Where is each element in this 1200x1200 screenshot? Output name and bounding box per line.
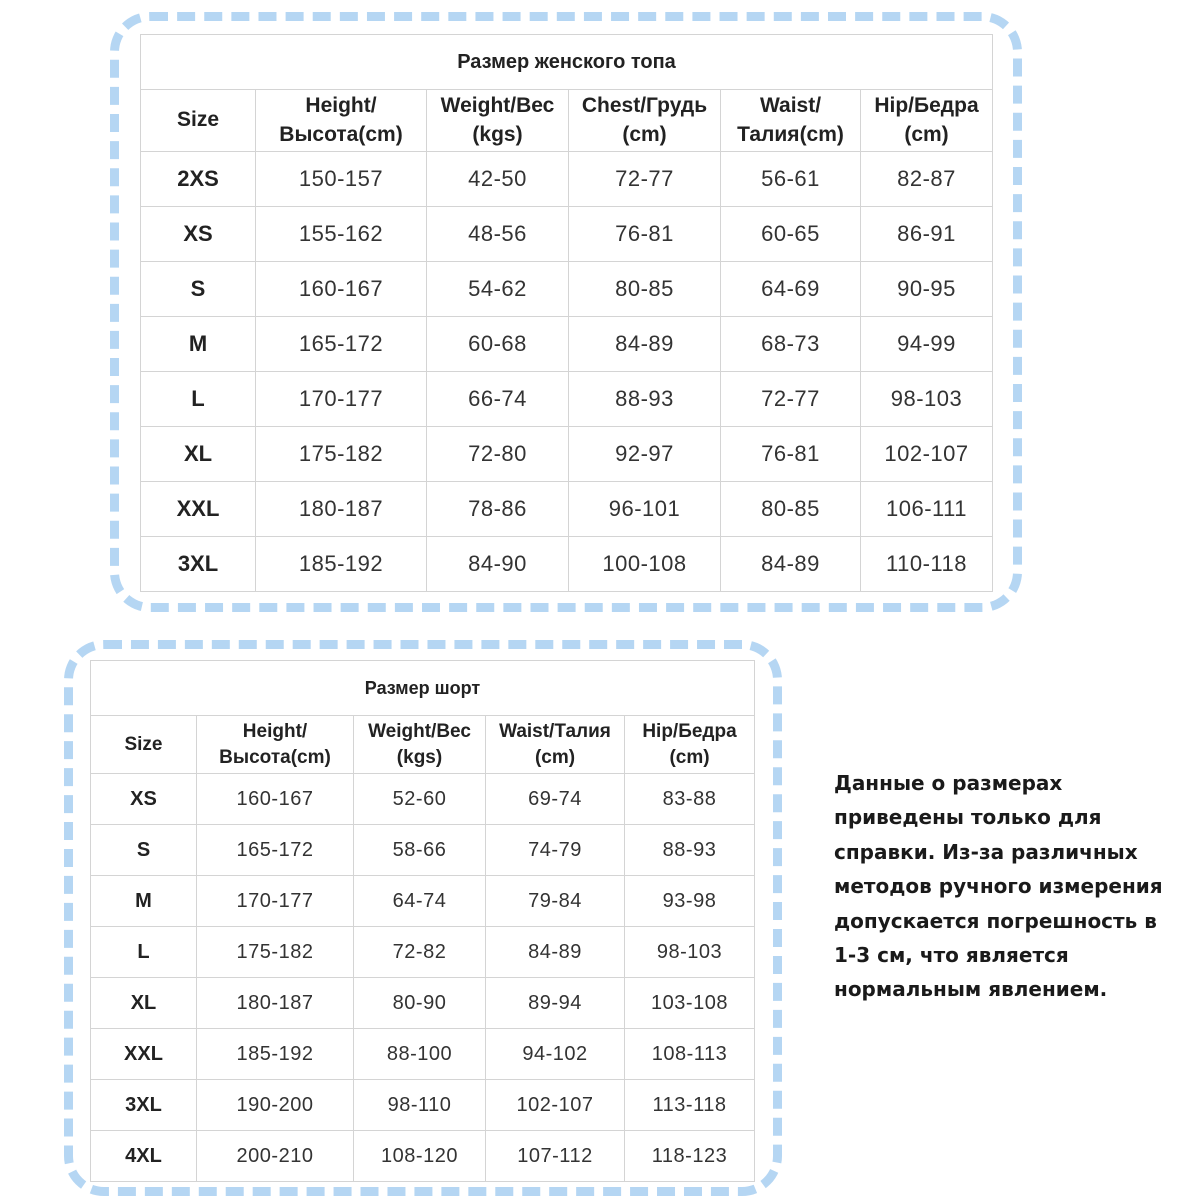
bottom-table-cell: 107-112 — [486, 1131, 625, 1182]
top-table-cell: 56-61 — [721, 152, 861, 207]
top-table-row — [141, 152, 993, 207]
bottom-table-row — [91, 1080, 755, 1131]
bottom-table-cell: 103-108 — [625, 978, 755, 1029]
top-table-row — [141, 372, 993, 427]
top-table-cell: 64-69 — [721, 262, 861, 317]
top-table-cell: 76-81 — [569, 207, 721, 262]
top-size-label: S — [141, 262, 256, 317]
top-size-label: XXL — [141, 482, 256, 537]
top-table-cell: 88-93 — [569, 372, 721, 427]
bottom-table-cell: 165-172 — [197, 825, 354, 876]
bottom-table-cell: 108-113 — [625, 1029, 755, 1080]
top-table-cell: 48-56 — [427, 207, 569, 262]
bottom-size-label: 3XL — [91, 1080, 197, 1131]
bottom-table-cell: 185-192 — [197, 1029, 354, 1080]
bottom-size-table — [90, 660, 755, 1182]
top-header-hip: Hip/Бедра (cm) — [861, 90, 993, 152]
top-size-label: M — [141, 317, 256, 372]
top-table-cell: 150-157 — [256, 152, 427, 207]
bottom-table-cell: 69-74 — [486, 774, 625, 825]
bottom-size-label: 4XL — [91, 1131, 197, 1182]
top-table-cell: 80-85 — [721, 482, 861, 537]
bottom-table-title: Размер шорт — [91, 661, 755, 716]
top-table-cell: 72-77 — [569, 152, 721, 207]
top-table-cell: 86-91 — [861, 207, 993, 262]
top-header-chest: Chest/Грудь (cm) — [569, 90, 721, 152]
bottom-table-cell: 74-79 — [486, 825, 625, 876]
top-table-cell: 66-74 — [427, 372, 569, 427]
top-table-cell: 94-99 — [861, 317, 993, 372]
top-table-cell: 155-162 — [256, 207, 427, 262]
top-header-weight: Weight/Вес (kgs) — [427, 90, 569, 152]
top-table-cell: 72-80 — [427, 427, 569, 482]
top-header-size: Size — [141, 90, 256, 152]
top-table-cell: 98-103 — [861, 372, 993, 427]
top-table-cell: 106-111 — [861, 482, 993, 537]
top-size-table — [140, 34, 993, 592]
bottom-table-cell: 175-182 — [197, 927, 354, 978]
bottom-table-cell: 88-100 — [354, 1029, 486, 1080]
bottom-table-cell: 84-89 — [486, 927, 625, 978]
top-table-row — [141, 427, 993, 482]
bottom-table-cell: 102-107 — [486, 1080, 625, 1131]
bottom-table-cell: 113-118 — [625, 1080, 755, 1131]
bottom-table-cell: 98-110 — [354, 1080, 486, 1131]
bottom-table-cell: 93-98 — [625, 876, 755, 927]
bottom-size-label: XXL — [91, 1029, 197, 1080]
top-table-cell: 82-87 — [861, 152, 993, 207]
top-table-cell: 80-85 — [569, 262, 721, 317]
bottom-table-row — [91, 927, 755, 978]
bottom-table-cell: 79-84 — [486, 876, 625, 927]
bottom-table-row — [91, 825, 755, 876]
bottom-table-cell: 108-120 — [354, 1131, 486, 1182]
top-table-cell: 92-97 — [569, 427, 721, 482]
bottom-table-cell: 190-200 — [197, 1080, 354, 1131]
bottom-table-cell: 200-210 — [197, 1131, 354, 1182]
bottom-table-cell: 118-123 — [625, 1131, 755, 1182]
top-table-cell: 160-167 — [256, 262, 427, 317]
bottom-table-row — [91, 1029, 755, 1080]
top-table-cell: 110-118 — [861, 537, 993, 592]
top-table-cell: 60-68 — [427, 317, 569, 372]
bottom-table-row — [91, 774, 755, 825]
top-table-cell: 42-50 — [427, 152, 569, 207]
bottom-table-cell: 72-82 — [354, 927, 486, 978]
top-table-cell: 68-73 — [721, 317, 861, 372]
top-size-label: L — [141, 372, 256, 427]
top-table-cell: 72-77 — [721, 372, 861, 427]
top-table-cell: 100-108 — [569, 537, 721, 592]
top-header-waist: Waist/Талия(cm) — [721, 90, 861, 152]
top-size-label: XS — [141, 207, 256, 262]
bottom-table-cell: 94-102 — [486, 1029, 625, 1080]
size-disclaimer-note: Данные о размерах приведены только для справки. Из-за различных методов ручного измерения допускается погрешность в 1-3 см, что является нормальным явлением. — [834, 771, 1163, 1002]
bottom-table-row — [91, 978, 755, 1029]
bottom-header-size: Size — [91, 716, 197, 774]
bottom-header-height: Height/Высота(cm) — [197, 716, 354, 774]
top-table-cell: 180-187 — [256, 482, 427, 537]
top-table-cell: 84-89 — [721, 537, 861, 592]
bottom-header-weight: Weight/Вес (kgs) — [354, 716, 486, 774]
bottom-table-cell: 88-93 — [625, 825, 755, 876]
top-table-cell: 78-86 — [427, 482, 569, 537]
bottom-size-label: L — [91, 927, 197, 978]
bottom-table-cell: 64-74 — [354, 876, 486, 927]
top-table-row — [141, 317, 993, 372]
bottom-header-waist: Waist/Талия (cm) — [486, 716, 625, 774]
top-table-cell: 54-62 — [427, 262, 569, 317]
top-table-cell: 165-172 — [256, 317, 427, 372]
top-table-title: Размер женского топа — [141, 35, 993, 90]
top-size-label: 3XL — [141, 537, 256, 592]
bottom-table-cell: 89-94 — [486, 978, 625, 1029]
top-table-row — [141, 207, 993, 262]
bottom-table-cell: 80-90 — [354, 978, 486, 1029]
bottom-size-label: M — [91, 876, 197, 927]
bottom-size-label: XS — [91, 774, 197, 825]
bottom-table-cell: 170-177 — [197, 876, 354, 927]
top-table-cell: 84-89 — [569, 317, 721, 372]
top-table-cell: 170-177 — [256, 372, 427, 427]
top-table-row — [141, 482, 993, 537]
bottom-size-label: XL — [91, 978, 197, 1029]
top-table-cell: 175-182 — [256, 427, 427, 482]
top-size-label: 2XS — [141, 152, 256, 207]
bottom-table-row — [91, 876, 755, 927]
bottom-size-label: S — [91, 825, 197, 876]
top-header-height: Height/Высота(cm) — [256, 90, 427, 152]
top-size-label: XL — [141, 427, 256, 482]
bottom-table-cell: 160-167 — [197, 774, 354, 825]
bottom-table-row — [91, 1131, 755, 1182]
bottom-table-cell: 52-60 — [354, 774, 486, 825]
top-table-cell: 84-90 — [427, 537, 569, 592]
top-table-cell: 76-81 — [721, 427, 861, 482]
top-table-row — [141, 537, 993, 592]
top-table-cell: 90-95 — [861, 262, 993, 317]
bottom-header-hip: Hip/Бедра (cm) — [625, 716, 755, 774]
top-table-cell: 185-192 — [256, 537, 427, 592]
top-table-cell: 60-65 — [721, 207, 861, 262]
top-table-row — [141, 262, 993, 317]
bottom-table-cell: 180-187 — [197, 978, 354, 1029]
bottom-table-cell: 58-66 — [354, 825, 486, 876]
top-table-cell: 102-107 — [861, 427, 993, 482]
top-table-cell: 96-101 — [569, 482, 721, 537]
bottom-table-cell: 83-88 — [625, 774, 755, 825]
bottom-table-cell: 98-103 — [625, 927, 755, 978]
